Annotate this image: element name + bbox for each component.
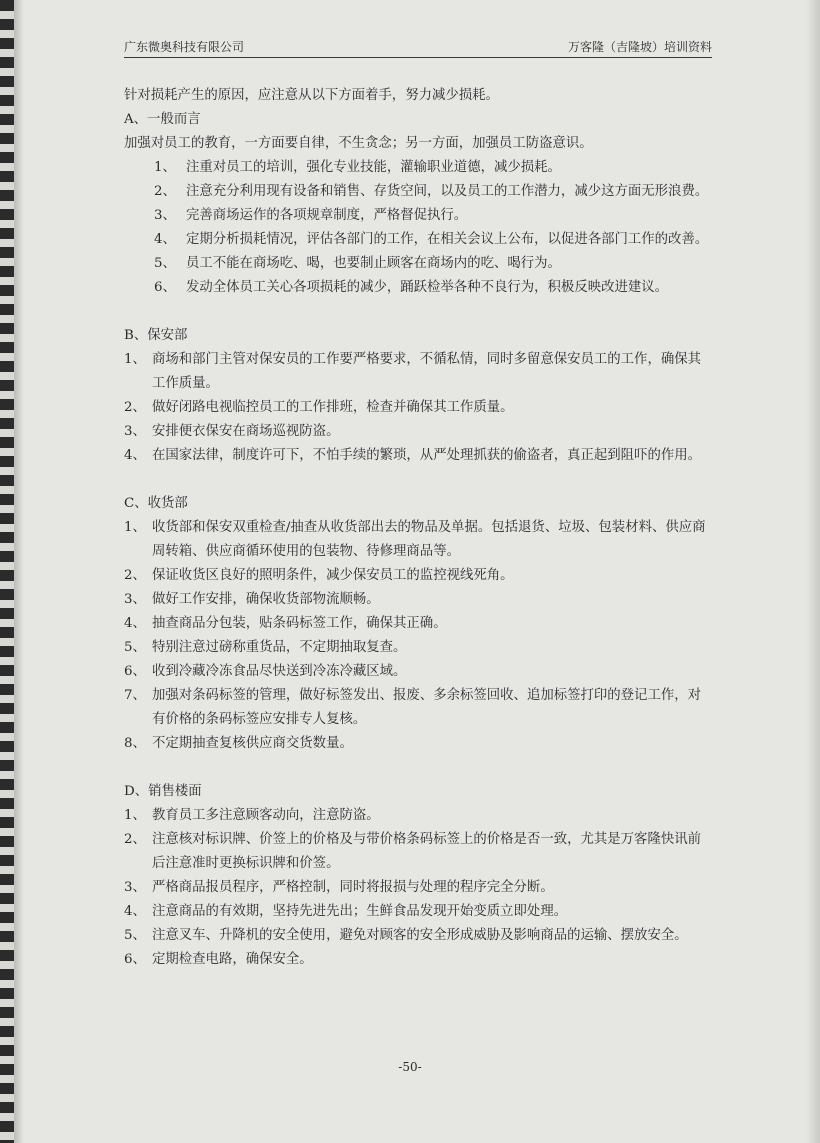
header-doc-title: 万客隆（吉隆坡）培训资料 <box>567 40 712 54</box>
list-item-text: 商场和部门主管对保安员的工作要严格要求，不循私情，同时多留意保安员工的工作，确保其工作质量。 <box>152 352 702 391</box>
intro-paragraph: 针对损耗产生的原因，应注意从以下方面着手，努力减少损耗。 <box>124 88 499 103</box>
list-item-number: 3、 <box>124 592 146 607</box>
list-item-number: 4、 <box>154 232 176 247</box>
document-body <box>124 84 714 972</box>
list-item <box>124 732 714 756</box>
list-item-text: 定期检查电路，确保安全。 <box>152 952 313 967</box>
list-item-text: 发动全体员工关心各项损耗的减少，踊跃检举各种不良行为，积极反映改进建议。 <box>186 280 669 295</box>
list-item-number: 6、 <box>124 952 146 967</box>
list-item <box>124 900 714 924</box>
section-gap <box>124 756 714 780</box>
list-item-text: 收货部和保安双重检查/抽查从收货部出去的物品及单据。包括退货、垃圾、包装材料、供应商周转箱、供应商循环使用的包装物、待修理商品等。 <box>152 520 706 559</box>
list-item-number: 5、 <box>124 640 146 655</box>
list-item-text: 收到冷藏冷冻食品尽快送到冷冻冷藏区域。 <box>152 664 407 679</box>
list-item-text: 在国家法律，制度许可下，不怕手续的繁琐，从严处理抓获的偷盗者，真正起到阻吓的作用。 <box>152 448 702 463</box>
list-item-text: 完善商场运作的各项规章制度，严格督促执行。 <box>186 208 468 223</box>
section-d-list <box>124 804 714 972</box>
section-b-list <box>124 348 714 468</box>
list-item <box>124 516 714 564</box>
list-item-number: 7、 <box>124 688 146 703</box>
list-item <box>124 684 714 732</box>
list-item-number: 4、 <box>124 904 146 919</box>
list-item <box>124 396 714 420</box>
list-item <box>124 228 714 252</box>
list-item-text: 严格商品报员程序，严格控制，同时将报损与处理的程序完全分断。 <box>152 880 554 895</box>
section-c-title: C、收货部 <box>124 496 188 511</box>
list-item-number: 8、 <box>124 736 146 751</box>
list-item-number: 3、 <box>154 208 176 223</box>
list-item <box>124 564 714 588</box>
section-gap <box>124 300 714 324</box>
list-item-number: 5、 <box>154 256 176 271</box>
header-company: 广东微奥科技有限公司 <box>124 40 245 54</box>
list-item <box>124 444 714 468</box>
list-item <box>124 588 714 612</box>
section-a-lead: 加强对员工的教育，一方面要自律，不生贪念；另一方面，加强员工防盗意识。 <box>124 136 593 151</box>
list-item <box>124 348 714 396</box>
list-item <box>124 180 714 204</box>
section-a-title: A、一般而言 <box>124 112 201 127</box>
page-header <box>124 35 712 58</box>
list-item-number: 1、 <box>154 160 176 175</box>
list-item <box>124 156 714 180</box>
list-item-number: 2、 <box>124 568 146 583</box>
list-item-number: 1、 <box>124 352 146 367</box>
section-a-list <box>124 156 714 300</box>
list-item-text: 定期分析损耗情况，评估各部门的工作，在相关会议上公布，以促进各部门工作的改善。 <box>186 232 709 247</box>
list-item <box>124 828 714 876</box>
list-item-number: 1、 <box>124 808 146 823</box>
list-item-text: 抽查商品分包装，贴条码标签工作，确保其正确。 <box>152 616 447 631</box>
list-item-text: 注意叉车、升降机的安全使用，避免对顾客的安全形成威胁及影响商品的运输、摆放安全。 <box>152 928 688 943</box>
section-gap <box>124 468 714 492</box>
list-item <box>124 876 714 900</box>
list-item-number: 6、 <box>124 664 146 679</box>
page-number: -50- <box>398 1060 422 1074</box>
list-item <box>124 252 714 276</box>
list-item <box>124 636 714 660</box>
list-item-text: 做好工作安排，确保收货部物流顺畅。 <box>152 592 380 607</box>
list-item <box>124 420 714 444</box>
list-item <box>124 204 714 228</box>
list-item-number: 5、 <box>124 928 146 943</box>
list-item <box>124 924 714 948</box>
list-item-text: 教育员工多注意顾客动向，注意防盗。 <box>152 808 380 823</box>
list-item <box>124 948 714 972</box>
list-item-text: 注意核对标识牌、价签上的价格及与带价格条码标签上的价格是否一致，尤其是万客隆快讯前后注意准时更换标识牌和价签。 <box>152 832 702 871</box>
list-item-text: 安排便衣保安在商场巡视防盗。 <box>152 424 340 439</box>
list-item-text: 员工不能在商场吃、喝，也要制止顾客在商场内的吃、喝行为。 <box>186 256 561 271</box>
list-item-text: 保证收货区良好的照明条件，减少保安员工的监控视线死角。 <box>152 568 514 583</box>
list-item-text: 做好闭路电视临控员工的工作排班，检查并确保其工作质量。 <box>152 400 514 415</box>
list-item <box>124 276 714 300</box>
list-item-number: 3、 <box>124 880 146 895</box>
page-edge-shadow <box>806 0 820 1143</box>
list-item-number: 1、 <box>124 520 146 535</box>
list-item-number: 2、 <box>124 400 146 415</box>
list-item-number: 2、 <box>124 832 146 847</box>
list-item-text: 特别注意过磅称重货品，不定期抽取复查。 <box>152 640 407 655</box>
list-item-text: 加强对条码标签的管理，做好标签发出、报废、多余标签回收、追加标签打印的登记工作，对有价格的条码标签应安排专人复核。 <box>152 688 702 727</box>
binding-edge <box>0 0 14 1143</box>
list-item <box>124 660 714 684</box>
list-item-number: 6、 <box>154 280 176 295</box>
list-item-text: 注意充分利用现有设备和销售、存货空间，以及员工的工作潜力，减少这方面无形浪费。 <box>186 184 709 199</box>
binding-shadow <box>14 0 24 1143</box>
section-b-title: B、保安部 <box>124 328 188 343</box>
list-item-text: 不定期抽查复核供应商交货数量。 <box>152 736 353 751</box>
list-item-text: 注重对员工的培训，强化专业技能，灌输职业道德，减少损耗。 <box>186 160 561 175</box>
section-d-title: D、销售楼面 <box>124 784 202 799</box>
list-item-number: 4、 <box>124 448 146 463</box>
section-c-list <box>124 516 714 756</box>
list-item-number: 2、 <box>154 184 176 199</box>
list-item-number: 3、 <box>124 424 146 439</box>
list-item <box>124 612 714 636</box>
list-item-number: 4、 <box>124 616 146 631</box>
list-item <box>124 804 714 828</box>
list-item-text: 注意商品的有效期，坚持先进先出；生鲜食品发现开始变质立即处理。 <box>152 904 568 919</box>
